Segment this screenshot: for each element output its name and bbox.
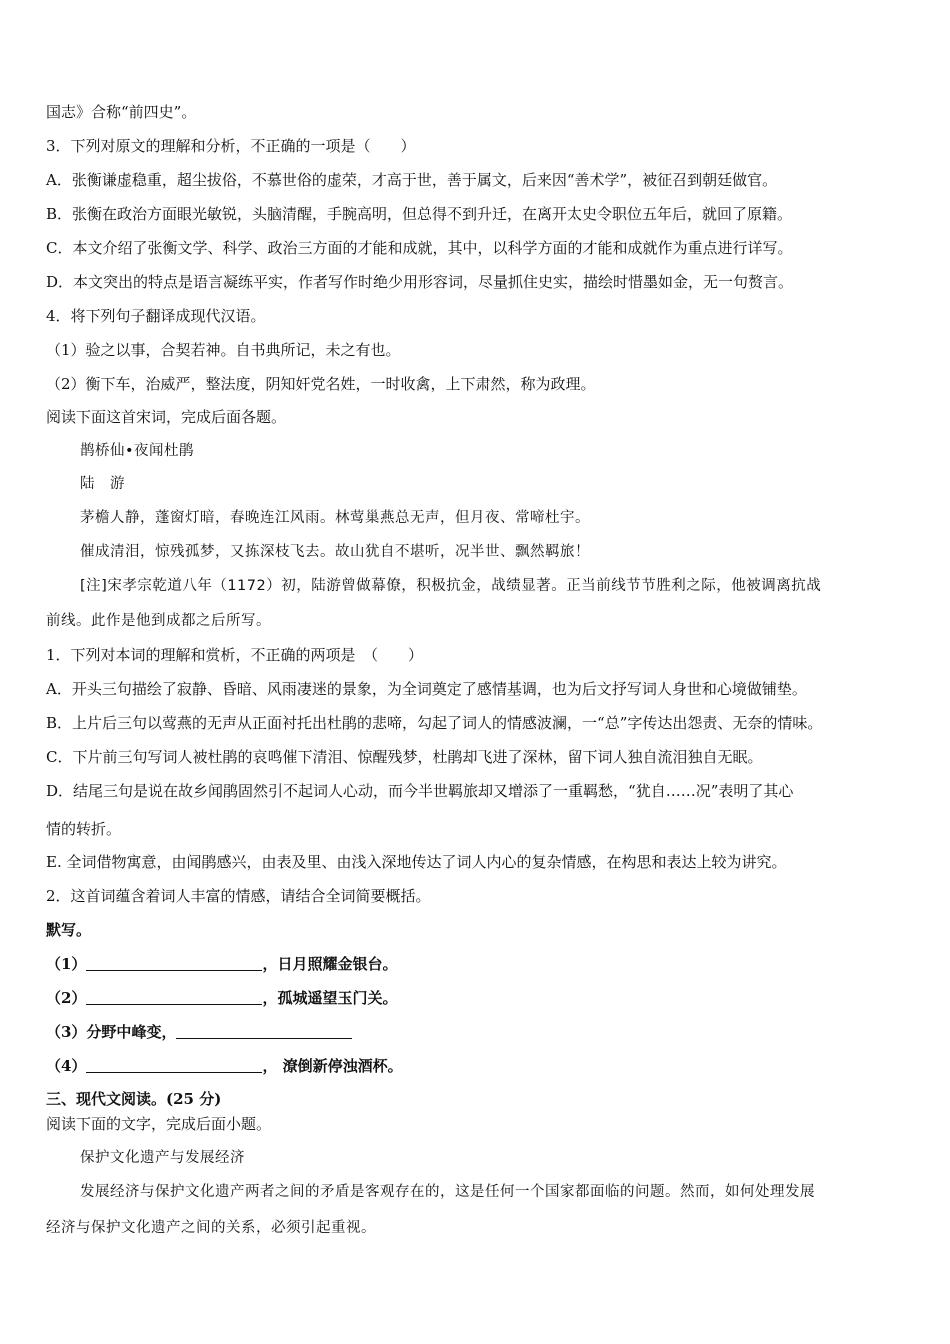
article-title: 保护文化遗产与发展经济 <box>80 1150 245 1166</box>
dictation-heading: 默写。 <box>46 921 92 939</box>
option-d-cont: 情的转折。 <box>46 820 122 838</box>
answer-blank[interactable] <box>86 1057 262 1073</box>
dictation-item-1: （1） ，日月照耀金银台。 <box>46 955 398 973</box>
option-d: D．结尾三句是说在故乡闻鹃固然引不起词人心动，而今半世羁旅却又增添了一重羁愁，“犹自……况”表明了其心 <box>46 782 794 800</box>
answer-blank[interactable] <box>86 955 262 971</box>
poem-line: 茅檐人静，蓬窗灯暗，春晚连江风雨。林莺巢燕总无声，但月夜、常啼杜宇。 <box>80 510 590 526</box>
text-line: 国志》合称“前四史”。 <box>46 103 197 121</box>
option-b: B．张衡在政治方面眼光敏锐，头脑清醒，手腕高明，但总得不到升迁，在离开太史令职位五年后，就回了原籍。 <box>46 205 793 223</box>
option-a: A．开头三句描绘了寂静、昏暗、风雨凄迷的景象，为全词奠定了感情基调，也为后文抒写词人身世和心境做铺垫。 <box>46 680 807 698</box>
question-1: 1．下列对本词的理解和赏析，不正确的两项是 （ ） <box>46 646 424 664</box>
poem-author: 陆 游 <box>80 476 125 492</box>
option-c: C．本文介绍了张衡文学、科学、政治三方面的才能和成就，其中，以科学方面的才能和成就作为重点进行详写。 <box>46 239 793 257</box>
sub-question-1: （1）验之以事，合契若神。自书典所记，未之有也。 <box>46 341 401 359</box>
option-d: D．本文突出的特点是语言凝练平实，作者写作时绝少用形容词，尽量抓住史实，描绘时惜墨如金，无一句赘言。 <box>46 273 794 291</box>
reading-instruction: 阅读下面这首宋词，完成后面各题。 <box>46 408 287 426</box>
section-heading: 三、现代文阅读。(25 分) <box>46 1090 222 1108</box>
article-paragraph: 发展经济与保护文化遗产两者之间的矛盾是客观存在的，这是任何一个国家都面临的问题。然而，如何处理发展 <box>80 1184 815 1200</box>
answer-blank[interactable] <box>86 989 262 1005</box>
poem-line: 催成清泪，惊残孤梦，又拣深枝飞去。故山犹自不堪听，况半世、飘然羁旅！ <box>80 544 590 560</box>
article-paragraph: 经济与保护文化遗产之间的关系，必须引起重视。 <box>46 1220 376 1236</box>
option-a: A．张衡谦虚稳重，超尘拔俗，不慕世俗的虚荣，才高于世，善于属文，后来因“善术学”，被征召到朝廷做官。 <box>46 171 778 189</box>
dictation-item-2: （2） ，孤城遥望玉门关。 <box>46 989 398 1007</box>
dictation-item-4: （4） ， 潦倒新停浊酒杯。 <box>46 1057 403 1075</box>
question-4: 4．将下列句子翻译成现代汉语。 <box>46 307 266 325</box>
question-2: 2．这首词蕴含着词人丰富的情感，请结合全词简要概括。 <box>46 887 431 905</box>
poem-note: [注]宋孝宗乾道八年（1172）初，陆游曾做幕僚，积极抗金，战绩显著。正当前线节节胜利之际，他被调离抗战 <box>80 578 822 594</box>
question-3: 3．下列对原文的理解和分析，不正确的一项是（ ） <box>46 137 416 155</box>
reading-instruction: 阅读下面的文字，完成后面小题。 <box>46 1115 272 1133</box>
option-c: C．下片前三句写词人被杜鹃的哀鸣催下清泪、惊醒残梦，杜鹃却飞进了深林，留下词人独自流泪独自无眠。 <box>46 748 763 766</box>
poem-title: 鹊桥仙•夜闻杜鹃 <box>80 443 195 459</box>
option-b: B．上片后三句以莺燕的无声从正面衬托出杜鹃的悲啼，勾起了词人的情感波澜，一“总”字传达出怨责、无奈的情味。 <box>46 714 823 732</box>
sub-question-2: （2）衡下车，治威严，整法度，阴知奸党名姓，一时收禽，上下肃然，称为政理。 <box>46 375 596 393</box>
option-e: E. 全词借物寓意，由闻鹃感兴，由表及里、由浅入深地传达了词人内心的复杂情感，在构思和表达上较为讲究。 <box>46 853 787 871</box>
dictation-item-3: （3）分野中峰变， <box>46 1022 352 1042</box>
answer-blank[interactable] <box>176 1023 352 1039</box>
poem-note: 前线。此作是他到成都之后所写。 <box>46 613 271 629</box>
